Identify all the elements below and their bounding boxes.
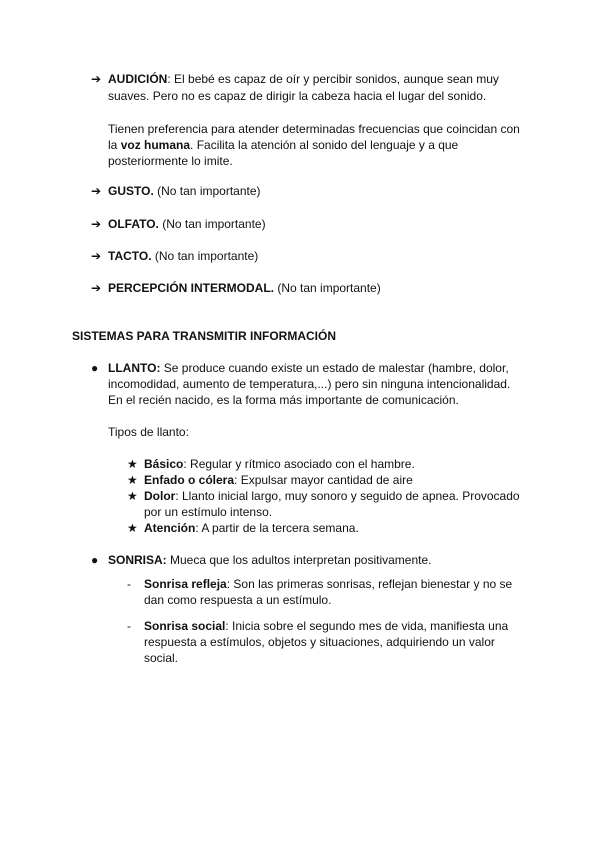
star-bullet-icon: ★ <box>127 521 138 535</box>
star-bullet-icon: ★ <box>127 457 138 471</box>
arrow-bullet-icon: ➔ <box>91 217 102 231</box>
sense-title: OLFATO. <box>108 217 159 231</box>
llanto-line2: incomodidad, aumento de temperatura,...) pero sin ninguna intencionalidad. <box>108 377 511 391</box>
audicion-line1 <box>108 71 499 87</box>
arrow-bullet-icon: ➔ <box>91 249 102 263</box>
audicion-para2-line1: Tienen preferencia para atender determinadas frecuencias que coincidan con <box>108 122 520 136</box>
tipo-dolor <box>144 488 520 504</box>
sense-gusto <box>108 183 261 199</box>
sonrisa-refleja <box>144 576 512 592</box>
sense-note: (No tan importante) <box>158 217 266 231</box>
sense-intermodal <box>108 280 381 296</box>
dash-bullet-icon: - <box>127 577 131 591</box>
sense-title: GUSTO. <box>108 184 154 198</box>
tipo-atencion <box>144 520 359 536</box>
arrow-bullet-icon: ➔ <box>91 72 102 86</box>
tipo-title: Básico <box>144 457 184 471</box>
arrow-bullet-icon: ➔ <box>91 281 102 295</box>
sonrisa-item-title: Sonrisa social <box>144 619 226 633</box>
audicion-para2-line3: posteriormente lo imite. <box>108 154 233 168</box>
arrow-bullet-icon: ➔ <box>91 184 102 198</box>
sense-note: (No tan importante) <box>151 249 259 263</box>
tipo-title: Dolor <box>144 489 176 503</box>
tipo-dolor-line2: por un estímulo intenso. <box>144 505 273 519</box>
sense-title: TACTO. <box>108 249 152 263</box>
section-title: SISTEMAS PARA TRANSMITIR INFORMACIÓN <box>72 329 336 343</box>
sense-title: PERCEPCIÓN INTERMODAL. <box>108 281 275 295</box>
llanto-line1 <box>108 360 509 376</box>
star-bullet-icon: ★ <box>127 489 138 503</box>
sonrisa-title: SONRISA: <box>108 553 167 567</box>
tipo-text: : A partir de la tercera semana. <box>195 521 359 535</box>
voz-humana: voz humana <box>120 138 191 152</box>
audicion-title: AUDICIÓN <box>108 72 168 86</box>
sonrisa-item-text: : Son las primeras sonrisas, reflejan bienestar y no se <box>226 577 513 591</box>
star-bullet-icon: ★ <box>127 473 138 487</box>
sonrisa-text: Mueca que los adultos interpretan positivamente. <box>166 553 432 567</box>
tipo-title: Atención <box>144 521 196 535</box>
tipos-label: Tipos de llanto: <box>108 425 189 439</box>
llanto-line3: En el recién nacido, es la forma más importante de comunicación. <box>108 393 459 407</box>
sonrisa-item-text: : Inicia sobre el segundo mes de vida, manifiesta una <box>225 619 509 633</box>
tipo-text: : Llanto inicial largo, muy sonoro y seguido de apnea. Provocado <box>175 489 520 503</box>
sense-tacto <box>108 248 258 264</box>
dot-bullet-icon: ● <box>91 361 99 375</box>
sonrisa-line1 <box>108 552 432 568</box>
tipo-text: : Regular y rítmico asociado con el hambre. <box>183 457 415 471</box>
tipo-text: : Expulsar mayor cantidad de aire <box>234 473 413 487</box>
llanto-text1: Se produce cuando existe un estado de malestar (hambre, dolor, <box>160 361 509 375</box>
dash-bullet-icon: - <box>127 619 131 633</box>
audicion-para2-line2 <box>108 137 458 153</box>
dot-bullet-icon: ● <box>91 553 99 567</box>
sense-note: (No tan importante) <box>274 281 381 295</box>
sense-note: (No tan importante) <box>153 184 261 198</box>
para2-prefix: la <box>108 138 121 152</box>
sense-olfato <box>108 216 266 232</box>
para2-rest: . Facilita la atención al sonido del lenguaje y a que <box>190 138 459 152</box>
tipo-basico <box>144 456 415 472</box>
sonrisa-item-title: Sonrisa refleja <box>144 577 227 591</box>
sonrisa-social-line3: social. <box>144 651 179 665</box>
tipo-title: Enfado o cólera <box>144 473 235 487</box>
sonrisa-social <box>144 618 508 634</box>
tipo-enfado <box>144 472 413 488</box>
audicion-text1: : El bebé es capaz de oír y percibir sonidos, aunque sean muy <box>167 72 499 86</box>
llanto-title: LLANTO: <box>108 361 161 375</box>
sonrisa-refleja-line2: dan como respuesta a un estímulo. <box>144 593 332 607</box>
sonrisa-social-line2: respuesta a estímulos, objetos y situaciones, adquiriendo un valor <box>144 635 495 649</box>
audicion-text2: suaves. Pero no es capaz de dirigir la cabeza hacia el lugar del sonido. <box>108 89 487 103</box>
